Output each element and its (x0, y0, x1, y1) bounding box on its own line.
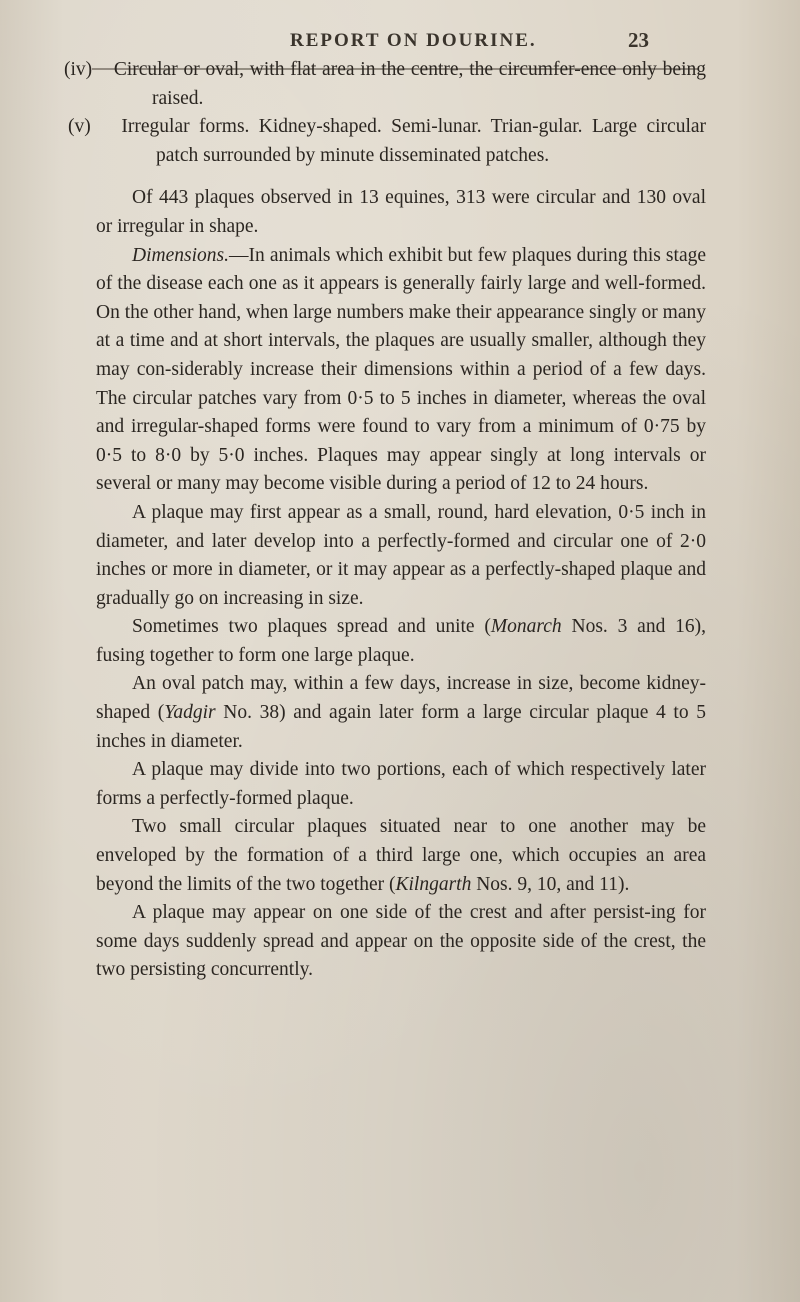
paragraph-yadgir-b: No. 38) and again later form a large circular plaque 4 to 5 inches in diameter. (96, 702, 706, 752)
paragraph-divide: A plaque may divide into two portions, each of which respectively later forms a perfectly-formed plaque. (96, 759, 706, 809)
paragraph-monarch-a: Sometimes two plaques spread and unite ( (132, 616, 491, 638)
paragraph-kilngarth-a: Two small circular plaques situated near to one another may be enveloped by the formation of a third large one, which occupies an area beyond the limits of the two together ( (96, 816, 706, 895)
paragraph-monarch-b: Nos. 3 and 16), fusing together to form one large plaque. (96, 616, 706, 666)
page-header (0, 24, 800, 54)
page-number: 23 (628, 28, 649, 52)
paragraph-plaque-count: Of 443 plaques observed in 13 equines, 313 were circular and 130 oval or irregular in shape. (96, 187, 706, 237)
paragraph-kilngarth-b: Nos. 9, 10, and 11). (471, 873, 630, 895)
list-text-v: Irregular forms. Kidney-shaped. Semi-lunar. Trian-gular. Large circular patch surrounded by minute disseminated patches. (121, 116, 707, 166)
horse-name-monarch: Monarch (490, 616, 562, 638)
paragraph-crest: A plaque may appear on one side of the crest and after persist-ing for some days suddenly spread and appear on the opposite side of the crest, the two persisting concurrently. (96, 902, 706, 981)
section-heading-dimensions: Dimensions. (132, 244, 229, 266)
paragraph-dimensions (96, 242, 706, 499)
running-title: REPORT ON DOURINE. (290, 30, 537, 51)
paragraph-kilngarth (96, 813, 706, 899)
list-text-iv: Circular or oval, with flat area in the centre, the circumfer-ence only being raised. (113, 59, 707, 109)
paragraph-monarch (96, 613, 706, 670)
horse-name-yadgir: Yadgir (164, 702, 216, 724)
paragraph-yadgir (96, 670, 706, 756)
horse-name-kilngarth: Kilngarth (395, 873, 472, 895)
body-text (64, 56, 707, 985)
paragraph-small-elevation: A plaque may first appear as a small, round, hard elevation, 0·5 inch in diameter, and later develop into a perfectly-formed and circular one of 2·0 inches or more in diameter, or it may appear as a perfectly-shaped plaque and gradually go on increasing in size. (96, 501, 706, 609)
list-item-iv: (iv) Circular or oval, with flat area in the centre, the circumfer-ence only being raised. (64, 59, 707, 109)
paragraph-yadgir-a: An oval patch may, within a few days, increase in size, become kidney-shaped ( (96, 673, 706, 724)
paragraph-dimensions-text: —In animals which exhibit but few plaques during this stage of the disease each one as it appears is generally fairly large and well-formed. On the other hand, when large numbers make their appearance singly or many at a time and at short intervals, the plaques are usually smaller, although they may con-siderably increase their dimensions within a period of a few days. The circular patches vary from 0·5 to 5 inches in diameter, whereas the oval and irregular-shaped forms were found to vary from a minimum of 0·75 by 0·5 to 8·0 by 5·0 inches. Plaques may appear singly at long intervals or several or many may become visible during a period of 12 to 24 hours. (96, 244, 706, 495)
list-item-v: (v) Irregular forms. Kidney-shaped. Semi-lunar. Trian-gular. Large circular patch surrounded by minute disseminated patches. (68, 116, 707, 166)
